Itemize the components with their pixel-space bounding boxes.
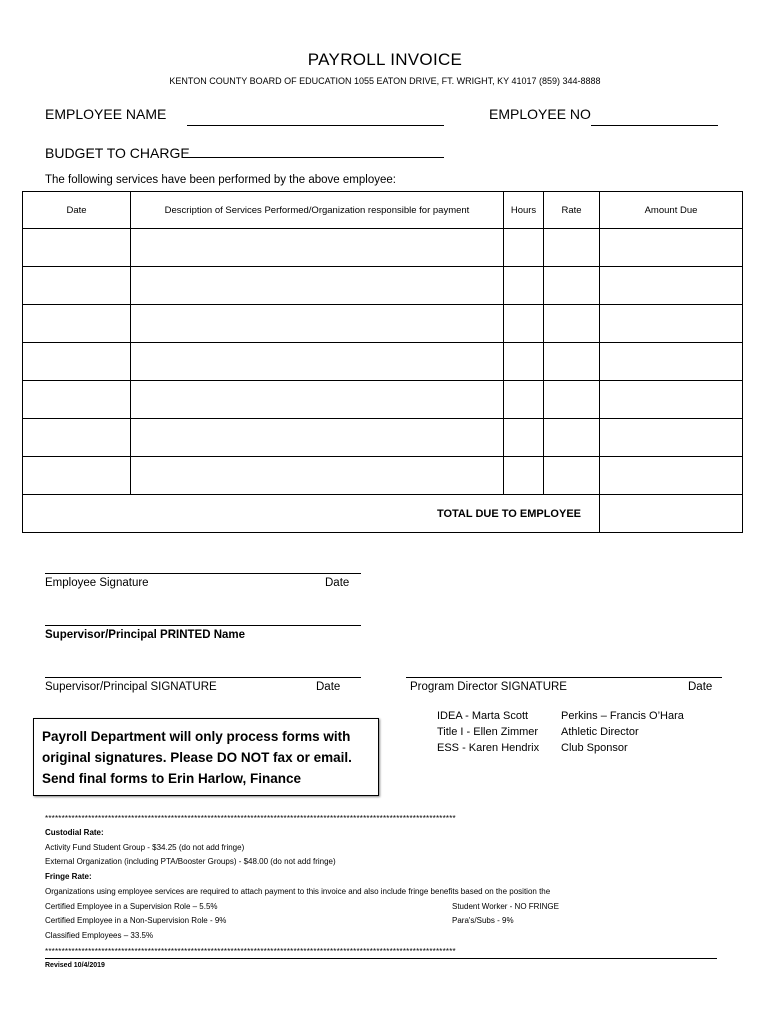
table-row xyxy=(23,381,743,419)
fringe-rate-item: Para's/Subs - 9% xyxy=(452,916,514,926)
contacts-right xyxy=(561,708,684,756)
column-header-description: Description of Services Performed/Organization responsible for payment xyxy=(131,192,504,229)
description-cell[interactable] xyxy=(131,343,504,381)
table-header-row xyxy=(23,192,743,229)
supervisor-signature-label: Supervisor/Principal SIGNATURE xyxy=(45,681,217,693)
hours-cell[interactable] xyxy=(504,457,544,495)
fringe-rate-item: Student Worker - NO FRINGE xyxy=(452,901,559,911)
rates-section xyxy=(45,826,725,944)
description-cell[interactable] xyxy=(131,267,504,305)
table-row xyxy=(23,343,743,381)
amount-cell[interactable] xyxy=(600,267,743,305)
rate-cell[interactable] xyxy=(544,267,600,305)
custodial-rate-item: Activity Fund Student Group - $34.25 (do not add fringe) xyxy=(45,842,245,852)
description-cell[interactable] xyxy=(131,419,504,457)
hours-cell[interactable] xyxy=(504,305,544,343)
description-cell[interactable] xyxy=(131,229,504,267)
hours-cell[interactable] xyxy=(504,419,544,457)
rate-cell[interactable] xyxy=(544,343,600,381)
rate-cell[interactable] xyxy=(544,419,600,457)
custodial-rate-item: External Organization (including PTA/Booster Groups) - $48.00 (do not add fringe) xyxy=(45,857,336,867)
table-row xyxy=(23,419,743,457)
hours-cell[interactable] xyxy=(504,229,544,267)
amount-cell[interactable] xyxy=(600,305,743,343)
rate-cell[interactable] xyxy=(544,229,600,267)
date-cell[interactable] xyxy=(23,343,131,381)
table-row xyxy=(23,305,743,343)
table-row xyxy=(23,229,743,267)
custodial-rate-title: Custodial Rate: xyxy=(45,828,104,837)
total-amount-cell[interactable] xyxy=(600,495,743,533)
form-title: PAYROLL INVOICE xyxy=(307,50,463,69)
column-header-amount: Amount Due xyxy=(600,192,743,229)
fringe-rate-intro: Organizations using employee services are required to attach payment to this invoice and also include fringe benefits based on the position the xyxy=(45,886,551,896)
contact-item: Athletic Director xyxy=(561,726,639,738)
fringe-rate-item: Certified Employee in a Supervision Role – 5.5% xyxy=(45,901,218,911)
fringe-rate-title: Fringe Rate: xyxy=(45,872,92,882)
date-cell[interactable] xyxy=(23,457,131,495)
table-row xyxy=(23,457,743,495)
column-header-date: Date xyxy=(23,192,131,229)
hours-cell[interactable] xyxy=(504,343,544,381)
employee-no-label: EMPLOYEE NO xyxy=(489,106,591,122)
employee-signature-label: Employee Signature xyxy=(45,577,149,589)
amount-cell[interactable] xyxy=(600,343,743,381)
rate-cell[interactable] xyxy=(544,457,600,495)
services-intro: The following services have been performed by the above employee: xyxy=(45,174,396,186)
notice-line: Payroll Department will only process forms with xyxy=(42,729,351,744)
supervisor-signature-line[interactable] xyxy=(45,677,361,678)
budget-label: BUDGET TO CHARGE xyxy=(45,145,190,161)
fringe-rate-item: Certified Employee in a Non-Supervision Role - 9% xyxy=(45,916,227,926)
date-cell[interactable] xyxy=(23,419,131,457)
total-label: TOTAL DUE TO EMPLOYEE xyxy=(23,495,600,533)
notice-line: original signatures. Please DO NOT fax or email. xyxy=(42,750,352,765)
date-cell[interactable] xyxy=(23,381,131,419)
supervisor-signature-date-label: Date xyxy=(316,681,341,693)
program-director-signature-label: Program Director SIGNATURE xyxy=(410,681,567,693)
divider-line xyxy=(45,958,717,959)
budget-field[interactable] xyxy=(186,157,444,158)
fringe-rate-row xyxy=(45,914,725,929)
organization-address: KENTON COUNTY BOARD OF EDUCATION 1055 EATON DRIVE, FT. WRIGHT, KY 41017 (859) 344-8888 xyxy=(169,76,601,86)
employee-name-field[interactable] xyxy=(187,125,444,126)
employee-signature-date-label: Date xyxy=(325,577,350,589)
total-row xyxy=(23,495,743,533)
employee-no-field[interactable] xyxy=(591,125,718,126)
contacts-left xyxy=(437,708,539,756)
star-divider: **************************************************************************************************************************** xyxy=(45,814,456,823)
date-cell[interactable] xyxy=(23,305,131,343)
fringe-rate-item: Classified Employees – 33.5% xyxy=(45,930,154,940)
amount-cell[interactable] xyxy=(600,457,743,495)
description-cell[interactable] xyxy=(131,381,504,419)
employee-name-label: EMPLOYEE NAME xyxy=(45,106,167,122)
hours-cell[interactable] xyxy=(504,267,544,305)
column-header-hours: Hours xyxy=(504,192,544,229)
supervisor-printed-label: Supervisor/Principal PRINTED Name xyxy=(45,629,246,641)
contact-item: Title I - Ellen Zimmer xyxy=(437,726,539,738)
date-cell[interactable] xyxy=(23,229,131,267)
hours-cell[interactable] xyxy=(504,381,544,419)
amount-cell[interactable] xyxy=(600,381,743,419)
column-header-rate: Rate xyxy=(544,192,600,229)
contact-item: Perkins – Francis O’Hara xyxy=(561,710,684,722)
supervisor-printed-line[interactable] xyxy=(45,625,361,626)
amount-cell[interactable] xyxy=(600,419,743,457)
contact-item: ESS - Karen Hendrix xyxy=(437,742,540,754)
fringe-rate-row xyxy=(45,900,725,915)
contact-item: IDEA - Marta Scott xyxy=(437,710,529,722)
services-table xyxy=(22,191,743,533)
table-row xyxy=(23,267,743,305)
rate-cell[interactable] xyxy=(544,381,600,419)
star-divider: **************************************************************************************************************************** xyxy=(45,947,456,956)
program-director-date-label: Date xyxy=(688,681,713,693)
date-cell[interactable] xyxy=(23,267,131,305)
revised-date: Revised 10/4/2019 xyxy=(45,962,105,969)
payroll-notice-box xyxy=(33,718,379,796)
description-cell[interactable] xyxy=(131,457,504,495)
contact-item: Club Sponsor xyxy=(561,742,628,754)
employee-signature-line[interactable] xyxy=(45,573,361,574)
description-cell[interactable] xyxy=(131,305,504,343)
amount-cell[interactable] xyxy=(600,229,743,267)
notice-line: Send final forms to Erin Harlow, Finance xyxy=(42,771,302,786)
rate-cell[interactable] xyxy=(544,305,600,343)
program-director-signature-line[interactable] xyxy=(406,677,722,678)
